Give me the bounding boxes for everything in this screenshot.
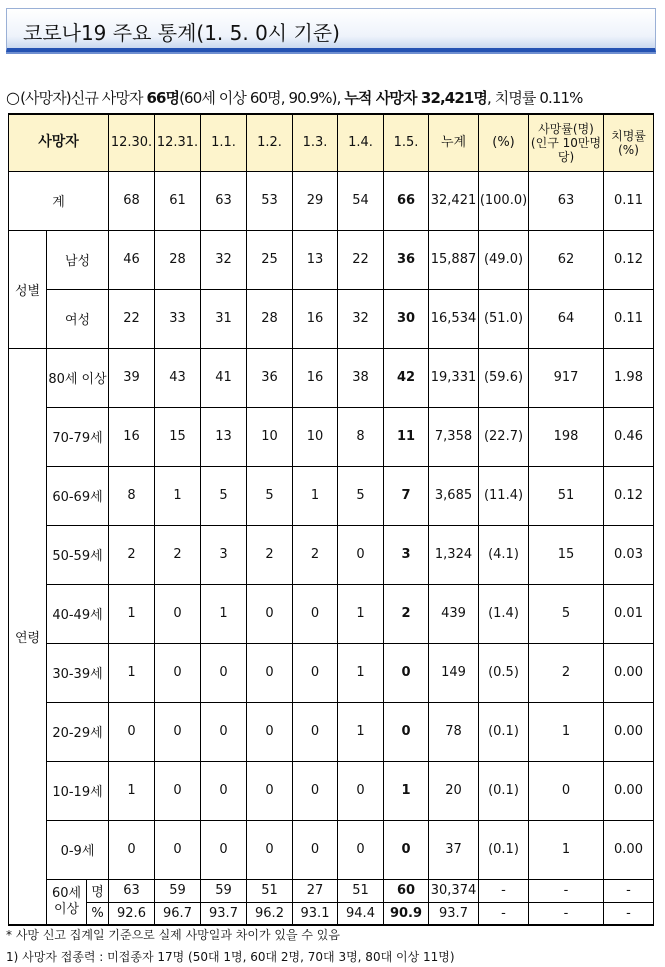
title-bar — [6, 8, 656, 52]
table-cell: 8 — [338, 407, 384, 466]
table-cell: 2 — [247, 525, 293, 584]
summary-part-3: 누적 사망자 — [344, 89, 421, 107]
table-cell: 0.00 — [604, 643, 654, 702]
table-cell: 46 — [109, 230, 155, 289]
table-row — [9, 525, 654, 584]
table-cell: 0 — [384, 820, 429, 879]
table-cell: 43 — [155, 348, 201, 407]
table-row — [9, 466, 654, 525]
table-cell: 61 — [155, 171, 201, 230]
table-row — [9, 820, 654, 879]
table-cell: 16 — [293, 289, 338, 348]
table-cell: 0 — [109, 820, 155, 879]
table-cell: 25 — [247, 230, 293, 289]
table-cell: 15 — [529, 525, 604, 584]
table-row-over60 — [9, 879, 654, 902]
table-cell: 32,421 — [429, 171, 479, 230]
column-header: 치명률 (%) — [604, 114, 654, 171]
table-cell: 1 — [338, 702, 384, 761]
table-cell: 1 — [109, 643, 155, 702]
table-cell: 1 — [109, 584, 155, 643]
table-cell: 0 — [155, 643, 201, 702]
table-cell: 0.12 — [604, 466, 654, 525]
table-cell: 0 — [384, 702, 429, 761]
row-label: 30-39세 — [47, 643, 109, 702]
table-cell: 1 — [293, 466, 338, 525]
table-cell: 0 — [247, 820, 293, 879]
table-cell: - — [604, 879, 654, 902]
table-cell: 1 — [338, 643, 384, 702]
table-cell: 0 — [155, 702, 201, 761]
table-cell: 68 — [109, 171, 155, 230]
table-row — [9, 643, 654, 702]
group-label-sex: 성별 — [9, 230, 47, 348]
column-header: 사망률(명) (인구 10만명당) — [529, 114, 604, 171]
table-cell: 0 — [293, 643, 338, 702]
table-cell: 0 — [293, 702, 338, 761]
table-cell: 0 — [529, 761, 604, 820]
table-cell: 63 — [109, 879, 155, 902]
column-header: 1.3. — [293, 114, 338, 171]
footnote-1: * 사망 신고 집계일 기준으로 실제 사망일과 차이가 있을 수 있음 — [6, 928, 340, 942]
table-cell: 0.12 — [604, 230, 654, 289]
column-header: 누계 — [429, 114, 479, 171]
row-label: 80세 이상 — [47, 348, 109, 407]
table-row — [9, 348, 654, 407]
table-row — [9, 230, 654, 289]
table-cell: 93.1 — [293, 902, 338, 925]
table-cell: 5 — [201, 466, 247, 525]
table-cell: 51 — [529, 466, 604, 525]
row-label: 10-19세 — [47, 761, 109, 820]
table-cell: (0.1) — [479, 761, 529, 820]
header-row — [9, 114, 654, 171]
table-cell: 0.11 — [604, 171, 654, 230]
table-cell: 0.00 — [604, 702, 654, 761]
table-cell: (22.7) — [479, 407, 529, 466]
table-cell: 32 — [201, 230, 247, 289]
table-cell: 149 — [429, 643, 479, 702]
table-row-over60 — [9, 902, 654, 925]
table-cell: 1 — [155, 466, 201, 525]
table-cell: 37 — [429, 820, 479, 879]
table-cell: 5 — [247, 466, 293, 525]
table-cell: 33 — [155, 289, 201, 348]
table-cell: 0 — [201, 702, 247, 761]
table-cell: 36 — [384, 230, 429, 289]
table-cell: 62 — [529, 230, 604, 289]
summary-part-2: (60세 이상 60명, 90.9%), — [179, 89, 345, 107]
table-cell: 2 — [529, 643, 604, 702]
table-cell: 36 — [247, 348, 293, 407]
table-cell: 63 — [201, 171, 247, 230]
table-cell: (100.0) — [479, 171, 529, 230]
table-row — [9, 761, 654, 820]
row-label: 여성 — [47, 289, 109, 348]
table-cell: 0 — [293, 761, 338, 820]
table-cell: 54 — [338, 171, 384, 230]
table-cell: 63 — [529, 171, 604, 230]
column-header: (%) — [479, 114, 529, 171]
table-cell: 32 — [338, 289, 384, 348]
new-deaths: 66명 — [146, 89, 180, 107]
column-header: 12.31. — [155, 114, 201, 171]
table-cell: (59.6) — [479, 348, 529, 407]
table-cell: 0.46 — [604, 407, 654, 466]
table-cell: (0.1) — [479, 702, 529, 761]
table-cell: 0.00 — [604, 761, 654, 820]
table-row — [9, 407, 654, 466]
table-cell: 22 — [338, 230, 384, 289]
table-cell: 2 — [293, 525, 338, 584]
table-cell: 0 — [338, 525, 384, 584]
table-cell: 0 — [247, 702, 293, 761]
table-cell: (0.1) — [479, 820, 529, 879]
table-cell: 0 — [293, 584, 338, 643]
group-label-age: 연령 — [9, 348, 47, 925]
table-cell: 94.4 — [338, 902, 384, 925]
table-cell: 15 — [155, 407, 201, 466]
column-header: 1.4. — [338, 114, 384, 171]
summary-part-4: , 치명률 0.11% — [487, 89, 583, 107]
table-cell: (1.4) — [479, 584, 529, 643]
table-cell: 78 — [429, 702, 479, 761]
table-cell: 28 — [155, 230, 201, 289]
table-cell: - — [529, 902, 604, 925]
table-cell: 51 — [338, 879, 384, 902]
bullet-circle: ○ — [6, 88, 20, 107]
table-cell: 3 — [384, 525, 429, 584]
table-cell: 439 — [429, 584, 479, 643]
summary-part-1: (사망자)신규 사망자 — [20, 89, 147, 107]
table-cell: 0.03 — [604, 525, 654, 584]
table-cell: 198 — [529, 407, 604, 466]
table-cell: 42 — [384, 348, 429, 407]
table-cell: 0 — [155, 820, 201, 879]
table-cell: 10 — [247, 407, 293, 466]
table-cell: 0.01 — [604, 584, 654, 643]
table-cell: 0 — [384, 643, 429, 702]
table-cell: 96.2 — [247, 902, 293, 925]
cumulative-deaths: 32,421명 — [420, 89, 487, 107]
death-statistics-table — [8, 113, 654, 926]
table-cell: 51 — [247, 879, 293, 902]
table-cell: 0 — [201, 643, 247, 702]
table-cell: (49.0) — [479, 230, 529, 289]
table-cell: 10 — [293, 407, 338, 466]
table-cell: 27 — [293, 879, 338, 902]
table-cell: 31 — [201, 289, 247, 348]
table-cell: 0 — [155, 761, 201, 820]
summary-line — [6, 88, 661, 110]
column-header: 1.2. — [247, 114, 293, 171]
table-cell: 15,887 — [429, 230, 479, 289]
table-cell: 0 — [201, 820, 247, 879]
table-cell: 1 — [529, 820, 604, 879]
unit-label: 명 — [87, 879, 109, 902]
table-cell: 7 — [384, 466, 429, 525]
table-cell: 0 — [247, 643, 293, 702]
table-cell: 28 — [247, 289, 293, 348]
table-cell: 0 — [293, 820, 338, 879]
table-row — [9, 289, 654, 348]
table-cell: (4.1) — [479, 525, 529, 584]
row-label-over60: 60세 이상 — [47, 879, 87, 925]
page-title: 코로나19 주요 통계(1. 5. 0시 기준) — [23, 21, 340, 45]
column-header: 1.1. — [201, 114, 247, 171]
table-cell: 64 — [529, 289, 604, 348]
table-cell: 1 — [384, 761, 429, 820]
row-label: 0-9세 — [47, 820, 109, 879]
table-row — [9, 584, 654, 643]
table-cell: 1 — [201, 584, 247, 643]
table-cell: 30,374 — [429, 879, 479, 902]
table-cell: 0.00 — [604, 820, 654, 879]
table-cell: 1 — [529, 702, 604, 761]
table-cell: 19,331 — [429, 348, 479, 407]
table-cell: 53 — [247, 171, 293, 230]
table-cell: 66 — [384, 171, 429, 230]
table-cell: 11 — [384, 407, 429, 466]
table-cell: (0.5) — [479, 643, 529, 702]
table-cell: 0 — [247, 584, 293, 643]
table-cell: 41 — [201, 348, 247, 407]
unit-label: % — [87, 902, 109, 925]
table-cell: - — [479, 879, 529, 902]
footnote-2: 1) 사망자 접종력 : 미접종자 17명 (50대 1명, 60대 2명, 70대 3명, 80대 이상 11명) — [6, 950, 455, 964]
table-cell: 16,534 — [429, 289, 479, 348]
table-cell: 16 — [109, 407, 155, 466]
column-header: 12.30. — [109, 114, 155, 171]
table-cell: 20 — [429, 761, 479, 820]
table-cell: 93.7 — [201, 902, 247, 925]
table-cell: 16 — [293, 348, 338, 407]
table-cell: (11.4) — [479, 466, 529, 525]
table-cell: 93.7 — [429, 902, 479, 925]
table-cell: 0 — [338, 761, 384, 820]
table-row — [9, 702, 654, 761]
table-cell: 60 — [384, 879, 429, 902]
table-cell: 39 — [109, 348, 155, 407]
table-cell: 1 — [338, 584, 384, 643]
table-cell: 5 — [529, 584, 604, 643]
table-cell: 1 — [109, 761, 155, 820]
table-cell: 59 — [201, 879, 247, 902]
table-cell: 0 — [247, 761, 293, 820]
row-label: 40-49세 — [47, 584, 109, 643]
row-label: 60-69세 — [47, 466, 109, 525]
table-cell: 0 — [201, 761, 247, 820]
table-cell: (51.0) — [479, 289, 529, 348]
table-cell: 7,358 — [429, 407, 479, 466]
table-cell: 2 — [109, 525, 155, 584]
corner-header: 사망자 — [9, 114, 109, 171]
table-cell: 13 — [293, 230, 338, 289]
table-cell: 30 — [384, 289, 429, 348]
row-label: 50-59세 — [47, 525, 109, 584]
table-cell: 0 — [338, 820, 384, 879]
table-cell: 1,324 — [429, 525, 479, 584]
table-cell: - — [604, 902, 654, 925]
table-cell: 13 — [201, 407, 247, 466]
table-row-total — [9, 171, 654, 230]
table-cell: 96.7 — [155, 902, 201, 925]
table-cell: - — [479, 902, 529, 925]
table-cell: 0 — [109, 702, 155, 761]
table-cell: 38 — [338, 348, 384, 407]
table-cell: 59 — [155, 879, 201, 902]
table-cell: 8 — [109, 466, 155, 525]
row-label: 계 — [9, 171, 109, 230]
table-cell: 3,685 — [429, 466, 479, 525]
table-cell: 22 — [109, 289, 155, 348]
table-cell: 2 — [155, 525, 201, 584]
table-cell: 90.9 — [384, 902, 429, 925]
table-cell: 92.6 — [109, 902, 155, 925]
row-label: 20-29세 — [47, 702, 109, 761]
table-cell: 1.98 — [604, 348, 654, 407]
table-cell: 5 — [338, 466, 384, 525]
table-cell: - — [529, 879, 604, 902]
table-cell: 917 — [529, 348, 604, 407]
table-cell: 3 — [201, 525, 247, 584]
column-header: 1.5. — [384, 114, 429, 171]
row-label: 70-79세 — [47, 407, 109, 466]
row-label: 남성 — [47, 230, 109, 289]
table-cell: 0 — [155, 584, 201, 643]
table-cell: 2 — [384, 584, 429, 643]
table-cell: 29 — [293, 171, 338, 230]
table-cell: 0.11 — [604, 289, 654, 348]
